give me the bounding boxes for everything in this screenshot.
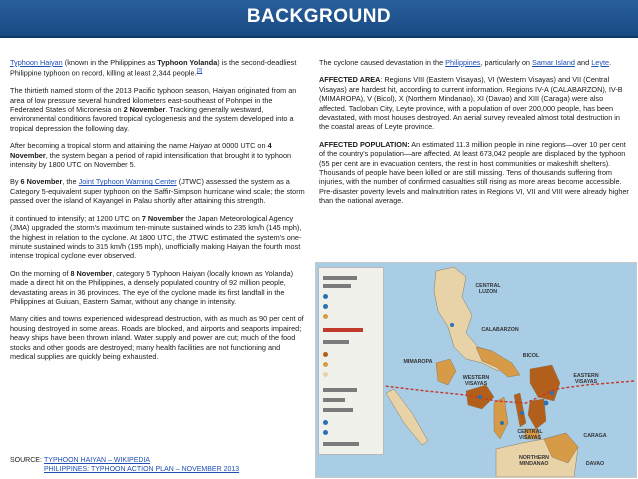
citation-3[interactable]: [3] <box>196 68 203 75</box>
map-label-davao: DAVAO <box>585 461 605 467</box>
map-label-caraga: CARAGA <box>583 433 607 439</box>
map-label-central-visayas: CENTRAL VISAYAS <box>517 429 543 441</box>
marker-cebu <box>520 411 524 415</box>
legend-track-line <box>323 328 363 332</box>
map-label-mimaropa: MIMAROPA <box>403 359 433 365</box>
map-label-bicol: BICOL <box>522 353 540 359</box>
typhoon-haiyan-link[interactable]: Typhoon Haiyan <box>10 58 63 67</box>
legend-bar <box>323 284 351 288</box>
legend-bar <box>323 276 357 280</box>
legend-dot-icon <box>323 430 328 435</box>
paragraph-origin: The thirtieth named storm of the 2013 Pacific typhoon season, Haiyan originated from an area of low pressure several hundred kilometers east-southeast of Pohnpei in the Federated States of Micronesia on 2 November. Tracking generally westward, environmental conditions favored tropical cyclogenesis and the system developed into a tropical depression the following day. <box>10 86 297 133</box>
affected-regions-map <box>315 262 637 478</box>
map-label-northern-mindanao: NORTHERN MINDANAO <box>518 455 549 467</box>
map-label-central-luzon: CENTRAL LUZON <box>475 283 501 295</box>
paragraph-jma: it continued to intensify; at 1200 UTC on 7 November the Japan Meteorological Agency (JMA) upgraded the storm's maximum ten-minute sustained winds to 235 km/h (145 mph), the highest in relation to the cyclone. At 1800 UTC, the JTWC estimated the system's one-minute sustained winds to 315 km/h (195 mph), unofficially making Haiyan the fourth most intense tropical cyclone ever observed. <box>10 213 302 261</box>
marker-guiuan <box>550 391 554 395</box>
paragraph-jtwc: By 6 November, the Joint Typhoon Warning Center (JTWC) assessed the system as a Category 5-equivalent super typhoon on the Saffir-Simpson hurricane wind scale; the storm passed over the island of Kayangel in Palau shortly after attaining this strength. <box>10 177 305 206</box>
paragraph-tropical-storm: After becoming a tropical storm and attaining the name Haiyan at 0000 UTC on 4 November, the system began a period of rapid intensification that brought it to typhoon intensity by 1800 UTC on November 5. <box>10 141 292 170</box>
legend-bar <box>323 340 349 344</box>
legend-bar <box>323 408 353 412</box>
samar-island-link[interactable]: Samar Island <box>531 58 575 67</box>
legend-bar <box>323 388 357 392</box>
paragraph-destruction: Many cities and towns experienced widespread destruction, with as much as 90 per cent of housing destroyed in some areas. Roads are blocked, and airports and seaports impaired; heavy ships have been thrown inland. Water supply and power are cut; much of the food stocks and other goods are destroyed; many health facilities are not functioning and medical supplies are quickly being exhausted. <box>10 314 304 361</box>
legend-dot-icon <box>323 352 328 357</box>
legend-dot-icon <box>323 294 328 299</box>
jtwc-link[interactable]: Joint Typhoon Warning Center <box>78 177 177 187</box>
paragraph-intro: Typhoon Haiyan (known in the Philippines as Typhoon Yolanda) is the second-deadliest Philippine typhoon on record, killing at least 2,344 people.[3] <box>10 58 297 78</box>
legend-dot-icon <box>323 420 328 425</box>
legend-dot-icon <box>323 314 328 319</box>
map-label-calabarzon: CALABARZON <box>481 327 519 333</box>
marker-iloilo <box>478 395 482 399</box>
map-legend <box>318 267 384 455</box>
legend-dot-icon <box>323 304 328 309</box>
left-column <box>10 58 306 369</box>
marker-manila <box>450 323 454 327</box>
marker-negros <box>500 421 504 425</box>
right-column <box>319 58 631 214</box>
map-label-western-visayas: WESTERN VISAYAS <box>462 375 490 387</box>
paragraph-devastation: The cyclone caused devastation in the Philippines, particularly on Samar Island and Leyte. <box>319 58 612 67</box>
source-footer <box>10 456 310 474</box>
legend-bar <box>323 442 359 446</box>
slide-title: BACKGROUND <box>246 6 392 27</box>
leyte-link[interactable]: Leyte <box>591 58 610 67</box>
source-link-action-plan[interactable]: PHILIPPINES: TYPHOON ACTION PLAN – NOVEMBER 2013 <box>44 466 240 473</box>
paragraph-affected-population: AFFECTED POPULATION: An estimated 11.3 million people in nine regions—over 10 per cent of the country's population—are affected. At least 673,042 people are displaced by the typhoon (55 per cent are in evacuation centers, the rest in host communities or makeshift shelters). Thousands of people have been killed or are still missing. Tens of thousands suffering from injuries, with the number of confirmed casualties still rising as more areas become accessible. Pre-disaster poverty levels and malnutrition rates in Regions VI, VII and VIII were already higher than the national average. <box>319 139 629 206</box>
source-link-wikipedia[interactable]: TYPHOON HAIYAN – WIKIPEDIA <box>44 457 151 464</box>
legend-bar <box>323 398 345 402</box>
legend-dot-icon <box>323 372 328 377</box>
paragraph-affected-area: AFFECTED AREA: Regions VIII (Eastern Visayas), VI (Western Visayas) and VII (Central Visayas) are hardest hit, according to current information. Regions IV-A (CALABARZON), IV-B (MIMAROPA), V (Bicol), X (Northern Mindanao), XI (Davao) and XIII (Caraga) were also affected. Tacloban City, Leyte province, with a population of over 200,000 people, has been devastated, with most houses destroyed. An aerial survey revealed almost total destruction in the coastal areas of Leyte province. <box>319 75 623 132</box>
paragraph-landfall: On the morning of 8 November, category 5 Typhoon Haiyan (locally known as Yolanda) made a direct hit on the Philippines, a densely populated country of 92 million people, devastating areas in 36 provinces. The eye of the cyclone made its first landfall in the Philippines at Guiuan, Eastern Samar, without any change in intensity. <box>10 268 293 306</box>
source-label: SOURCE: <box>10 457 42 464</box>
marker-tacloban <box>544 401 549 406</box>
map-label-eastern-visayas: EASTERN VISAYAS <box>573 373 599 385</box>
philippines-link[interactable]: Philippines <box>445 58 481 67</box>
legend-dot-icon <box>323 362 328 367</box>
